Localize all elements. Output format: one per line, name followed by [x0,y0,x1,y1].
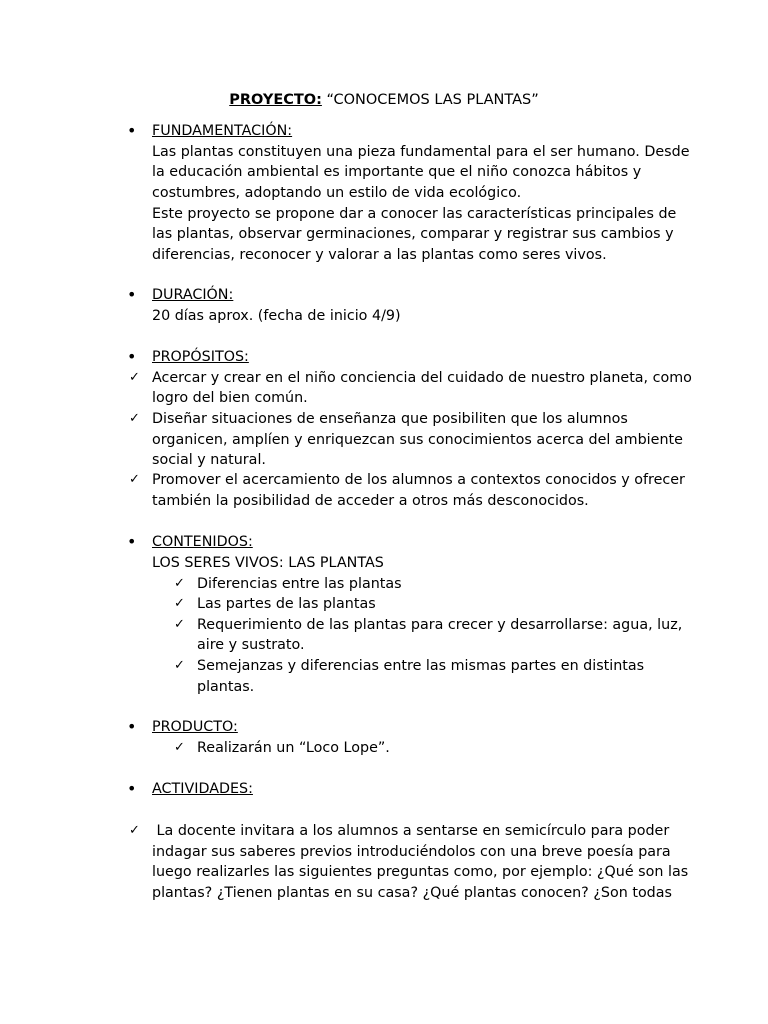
list-item-line: logro del bien común. [152,390,308,406]
paragraph-line: la educación ambiental es importante que el niño conozca hábitos y [152,164,642,180]
title-text: “CONOCEMOS LAS PLANTAS” [321,92,539,108]
duration-text: 20 días aprox. (fecha de inicio 4/9) [152,308,401,324]
bullet-icon: • [127,347,137,366]
section-heading-fundamentacion: FUNDAMENTACIÓN: [152,123,293,139]
list-item-line: social y natural. [152,452,266,468]
bullet-icon: • [127,285,137,304]
bullet-icon: • [127,121,137,140]
checkmark-icon: ✓ [174,576,185,591]
list-item-line: Realizarán un “Loco Lope”. [197,740,390,756]
section-heading-propositos: PROPÓSITOS: [152,349,249,365]
paragraph-line: luego realizarles las siguientes preguntas como, por ejemplo: ¿Qué son las [152,864,689,880]
list-item-line: aire y sustrato. [197,637,305,653]
list-item-line: Diferencias entre las plantas [197,576,402,592]
page-title [0,90,768,110]
list-item-line: organicen, amplíen y enriquezcan sus conocimientos acerca del ambiente [152,432,683,448]
list-item-line: Semejanzas y diferencias entre las mismas partes en distintas [197,658,645,674]
paragraph-line: costumbres, adoptando un estilo de vida ecológico. [152,185,522,201]
list-item-line: Diseñar situaciones de enseñanza que posibiliten que los alumnos [152,411,628,427]
section-heading-contenidos: CONTENIDOS: [152,534,253,550]
list-item-line: también la posibilidad de acceder a otros más desconocidos. [152,493,589,509]
list-item-line: plantas. [197,679,255,695]
checkmark-icon: ✓ [174,596,185,611]
checkmark-icon: ✓ [174,658,185,673]
paragraph-line: indagar sus saberes previos introduciéndolos con una breve poesía para [152,844,671,860]
paragraph-line: las plantas, observar germinaciones, comparar y registrar sus cambios y [152,226,674,242]
section-heading-producto: PRODUCTO: [152,719,238,735]
checkmark-icon: ✓ [129,411,140,426]
checkmark-icon: ✓ [174,740,185,755]
list-item-line: Las partes de las plantas [197,596,376,612]
paragraph-line: plantas? ¿Tienen plantas en su casa? ¿Qué plantas conocen? ¿Son todas [152,885,672,901]
bullet-icon: • [127,779,137,798]
checkmark-icon: ✓ [174,617,185,632]
checkmark-icon: ✓ [129,370,140,385]
paragraph-line: La docente invitara a los alumnos a sentarse en semicírculo para poder [152,823,670,839]
paragraph-line: diferencias, reconocer y valorar a las plantas como seres vivos. [152,247,607,263]
contenidos-subtitle: LOS SERES VIVOS: LAS PLANTAS [152,555,384,571]
list-item-line: Promover el acercamiento de los alumnos a contextos conocidos y ofrecer [152,472,685,488]
bullet-icon: • [127,532,137,551]
paragraph-line: Las plantas constituyen una pieza fundamental para el ser humano. Desde [152,144,690,160]
paragraph-line: Este proyecto se propone dar a conocer las características principales de [152,206,677,222]
list-item-line: Acercar y crear en el niño conciencia del cuidado de nuestro planeta, como [152,370,692,386]
bullet-icon: • [127,717,137,736]
checkmark-icon: ✓ [129,472,140,487]
title-label: PROYECTO: [229,92,322,108]
section-heading-duracion: DURACIÓN: [152,287,234,303]
section-heading-actividades: ACTIVIDADES: [152,781,253,797]
list-item-line: Requerimiento de las plantas para crecer y desarrollarse: agua, luz, [197,617,683,633]
checkmark-icon: ✓ [129,823,140,838]
